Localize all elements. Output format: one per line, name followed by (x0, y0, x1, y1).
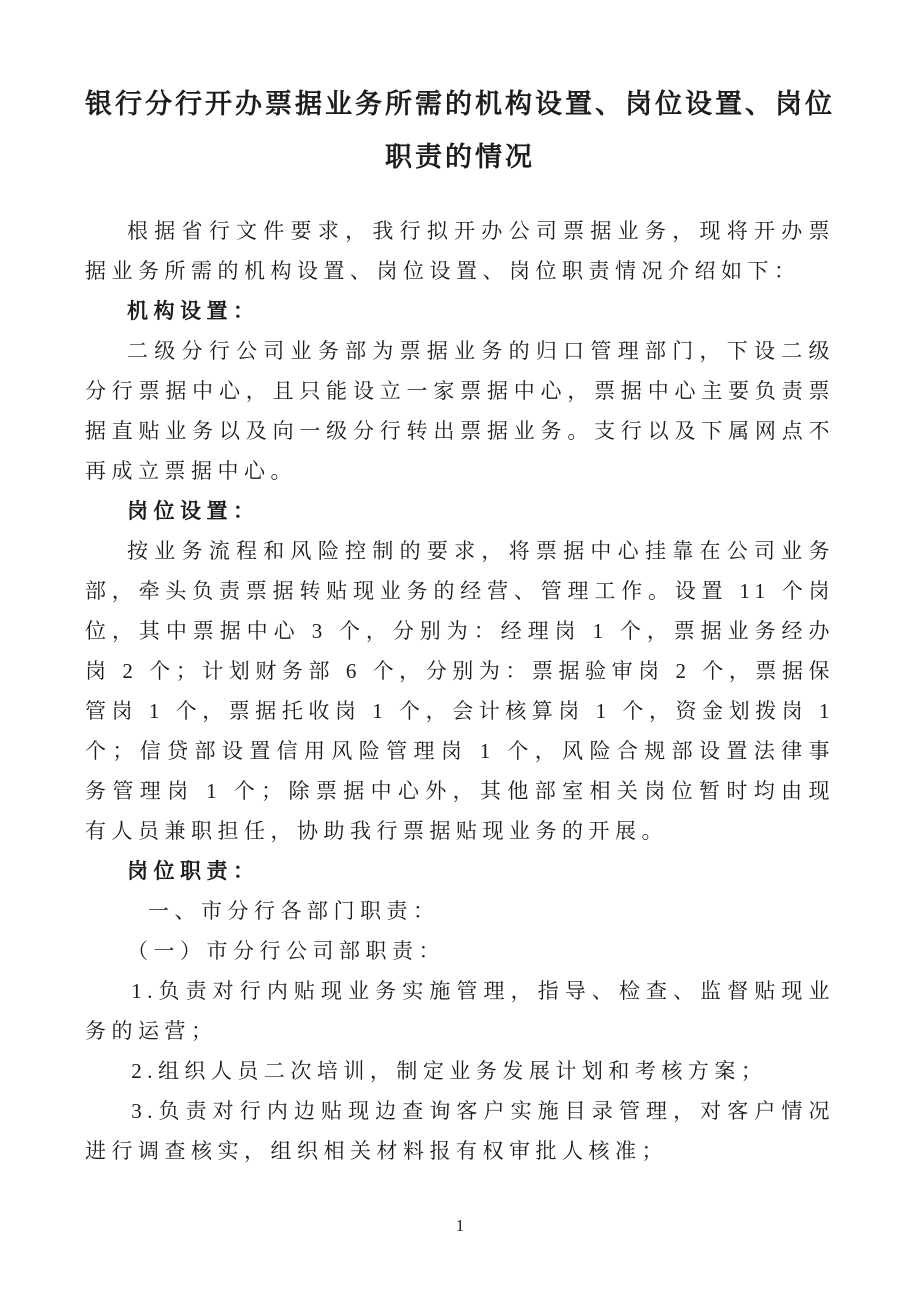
numbered-item-2: 2.组织人员二次培训，制定业务发展计划和考核方案； (131, 1059, 768, 1083)
list-item-branch-departments: 一、市分行各部门职责： (148, 899, 440, 923)
paragraph-intro: 根据省行文件要求，我行拟开办公司票据业务，现将开办票据业务所需的机构设置、岗位设置、岗位职责情况介绍如下： (85, 219, 835, 283)
numbered-item-1: 1.负责对行内贴现业务实施管理，指导、检查、监督贴现业务的运营； (85, 979, 835, 1043)
paragraph-position-setup: 按业务流程和风险控制的要求，将票据中心挂靠在公司业务部，牵头负责票据转贴现业务的经营、管理工作。设置 11 个岗位，其中票据中心 3 个，分别为：经理岗 1 个，票据业务经办岗 2 个；计划财务部 6 个，分别为：票据验审岗 2 个，票据保管岗 1 个，票据托收岗 1 个，会计核算岗 1 个，资金划拨岗 1 个；信贷部设置信用风险管理岗 1 个，风险合规部设置法律事务管理岗 1 个；除票据中心外，其他部室相关岗位暂时均由现有人员兼职担任，协助我行票据贴现业务的开展。 (85, 539, 835, 843)
document-title: 银行分行开办票据业务所需的机构设置、岗位设置、岗位职责的情况 (85, 89, 835, 172)
list-item-corporate-dept-duties: （一）市分行公司部职责： (127, 939, 445, 963)
page-footer (0, 1217, 920, 1234)
numbered-item-3: 3.负责对行内边贴现边查询客户实施目录管理，对客户情况进行调查核实，组织相关材料报有权审批人核准； (85, 1099, 835, 1163)
heading-organization-setup: 机构设置： (127, 299, 260, 323)
page-number: 1 (455, 1216, 465, 1235)
paragraph-organization-setup: 二级分行公司业务部为票据业务的归口管理部门，下设二级分行票据中心，且只能设立一家票据中心，票据中心主要负责票据直贴业务以及向一级分行转出票据业务。支行以及下属网点不再成立票据中心。 (85, 339, 835, 483)
document-body (85, 211, 835, 1171)
heading-position-setup: 岗位设置： (127, 499, 260, 523)
heading-position-duties: 岗位职责： (127, 859, 260, 883)
